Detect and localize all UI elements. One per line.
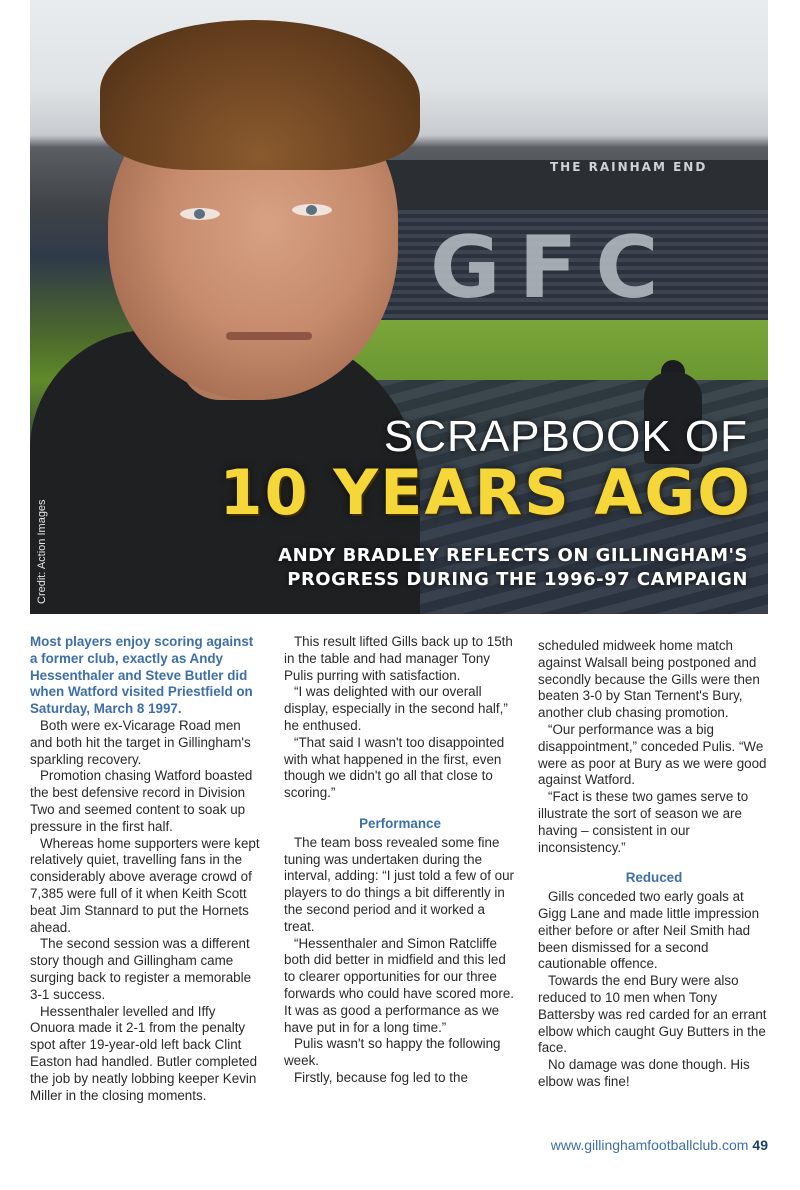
player-left-eye	[180, 208, 220, 220]
column-3	[538, 634, 770, 1104]
hero-photo	[30, 0, 768, 614]
paragraph: Pulis wasn't so happy the following week.	[284, 1036, 501, 1069]
heading-performance: Performance	[359, 815, 441, 831]
paragraph: “Fact is these two games serve to illustrate the sort of season we are having – consistent in our inconsistency.”	[538, 789, 749, 855]
lead-paragraph: Most players enjoy scoring against a former club, exactly as Andy Hessenthaler and Steve Butler did when Watford visited Priestfield on Saturday, March 8 1997.	[30, 634, 254, 717]
paragraph: Gills conceded two early goals at Gigg Lane and made little impression either before or after Neil Smith had been dismissed for a second cautionable offence.	[538, 889, 760, 972]
website-link[interactable]: www.gillinghamfootballclub.com	[550, 1137, 749, 1153]
paragraph: No damage was done though. His elbow was fine!	[538, 1057, 750, 1089]
photo-credit: Credit: Action Images	[36, 499, 48, 604]
column-1	[30, 634, 262, 1104]
title-line-1: SCRAPBOOK OF	[383, 412, 748, 461]
paragraph: “Hessenthaler and Simon Ratcliffe both did better in midfield and this led to clearer opportunities for our three forwards who could have scored more. It was as good a performance as we have put in for a long time.”	[284, 935, 514, 1035]
paragraph: Promotion chasing Watford boasted the best defensive record in Division Two and seemed content to soak up pressure in the first half.	[30, 768, 253, 834]
article-columns	[30, 634, 770, 1104]
paragraph: Firstly, because fog led to the	[294, 1069, 468, 1085]
player-mouth	[226, 332, 312, 340]
subtitle-line-1: ANDY BRADLEY REFLECTS ON GILLINGHAM'S	[278, 545, 748, 566]
heading-reduced: Reduced	[625, 870, 683, 886]
page-footer	[551, 1137, 768, 1153]
page-number: 49	[752, 1137, 768, 1153]
paragraph: scheduled midweek home match against Walsall being postponed and secondly because the Gills were then beaten 3-0 by Stan Ternent's Bury, another club chasing promotion.	[538, 638, 760, 721]
paragraph: This result lifted Gills back up to 15th in the table and had manager Tony Pulis purring with satisfaction.	[284, 634, 513, 683]
title-line-2: 10 YEARS AGO	[219, 456, 752, 529]
paragraph: The team boss revealed some fine tuning was undertaken during the interval, adding: “I just told a few of our players to do things a bit differently in the second period and it worked a treat.	[284, 834, 514, 934]
subtitle	[278, 544, 748, 592]
paragraph: Both were ex-Vicarage Road men and both hit the target in Gillingham's sparkling recovery.	[30, 717, 251, 767]
paragraph: Whereas home supporters were kept relatively quiet, travelling fans in the considerably above average crowd of 7,385 were full of it when Keith Scott beat Jim Stannard to put the Hornets ahead.	[30, 835, 260, 935]
paragraph: Hessenthaler levelled and Iffy Onuora made it 2-1 from the penalty spot after 19-year-old left back Clint Easton had handled. Butler completed the job by neatly lobbing keeper Kevin Miller in the closing moments.	[30, 1003, 258, 1103]
player-right-eye	[292, 204, 332, 216]
player-hair	[100, 20, 420, 170]
paragraph: Towards the end Bury were also reduced to 10 men when Tony Battersby was red carded for an errant elbow which caught Guy Butters in the face.	[538, 973, 767, 1056]
paragraph: “That said I wasn't too disappointed with what happened in the first, even though we didn't go all that close to scoring.”	[284, 734, 505, 801]
stand-seat-letters: GFC	[430, 218, 677, 318]
column-2	[284, 634, 516, 1104]
subtitle-line-2: PROGRESS DURING THE 1996-97 CAMPAIGN	[287, 569, 748, 590]
paragraph: “Our performance was a big disappointment,” conceded Pulis. “We were as poor at Bury as we were good against Watford.	[538, 721, 767, 788]
paragraph: The second session was a different story though and Gillingham came surging back to register a memorable 3-1 success.	[30, 936, 252, 1002]
stand-sign: THE RAINHAM END	[550, 160, 708, 174]
paragraph: “I was delighted with our overall display, especially in the second half,” he enthused.	[284, 684, 508, 733]
